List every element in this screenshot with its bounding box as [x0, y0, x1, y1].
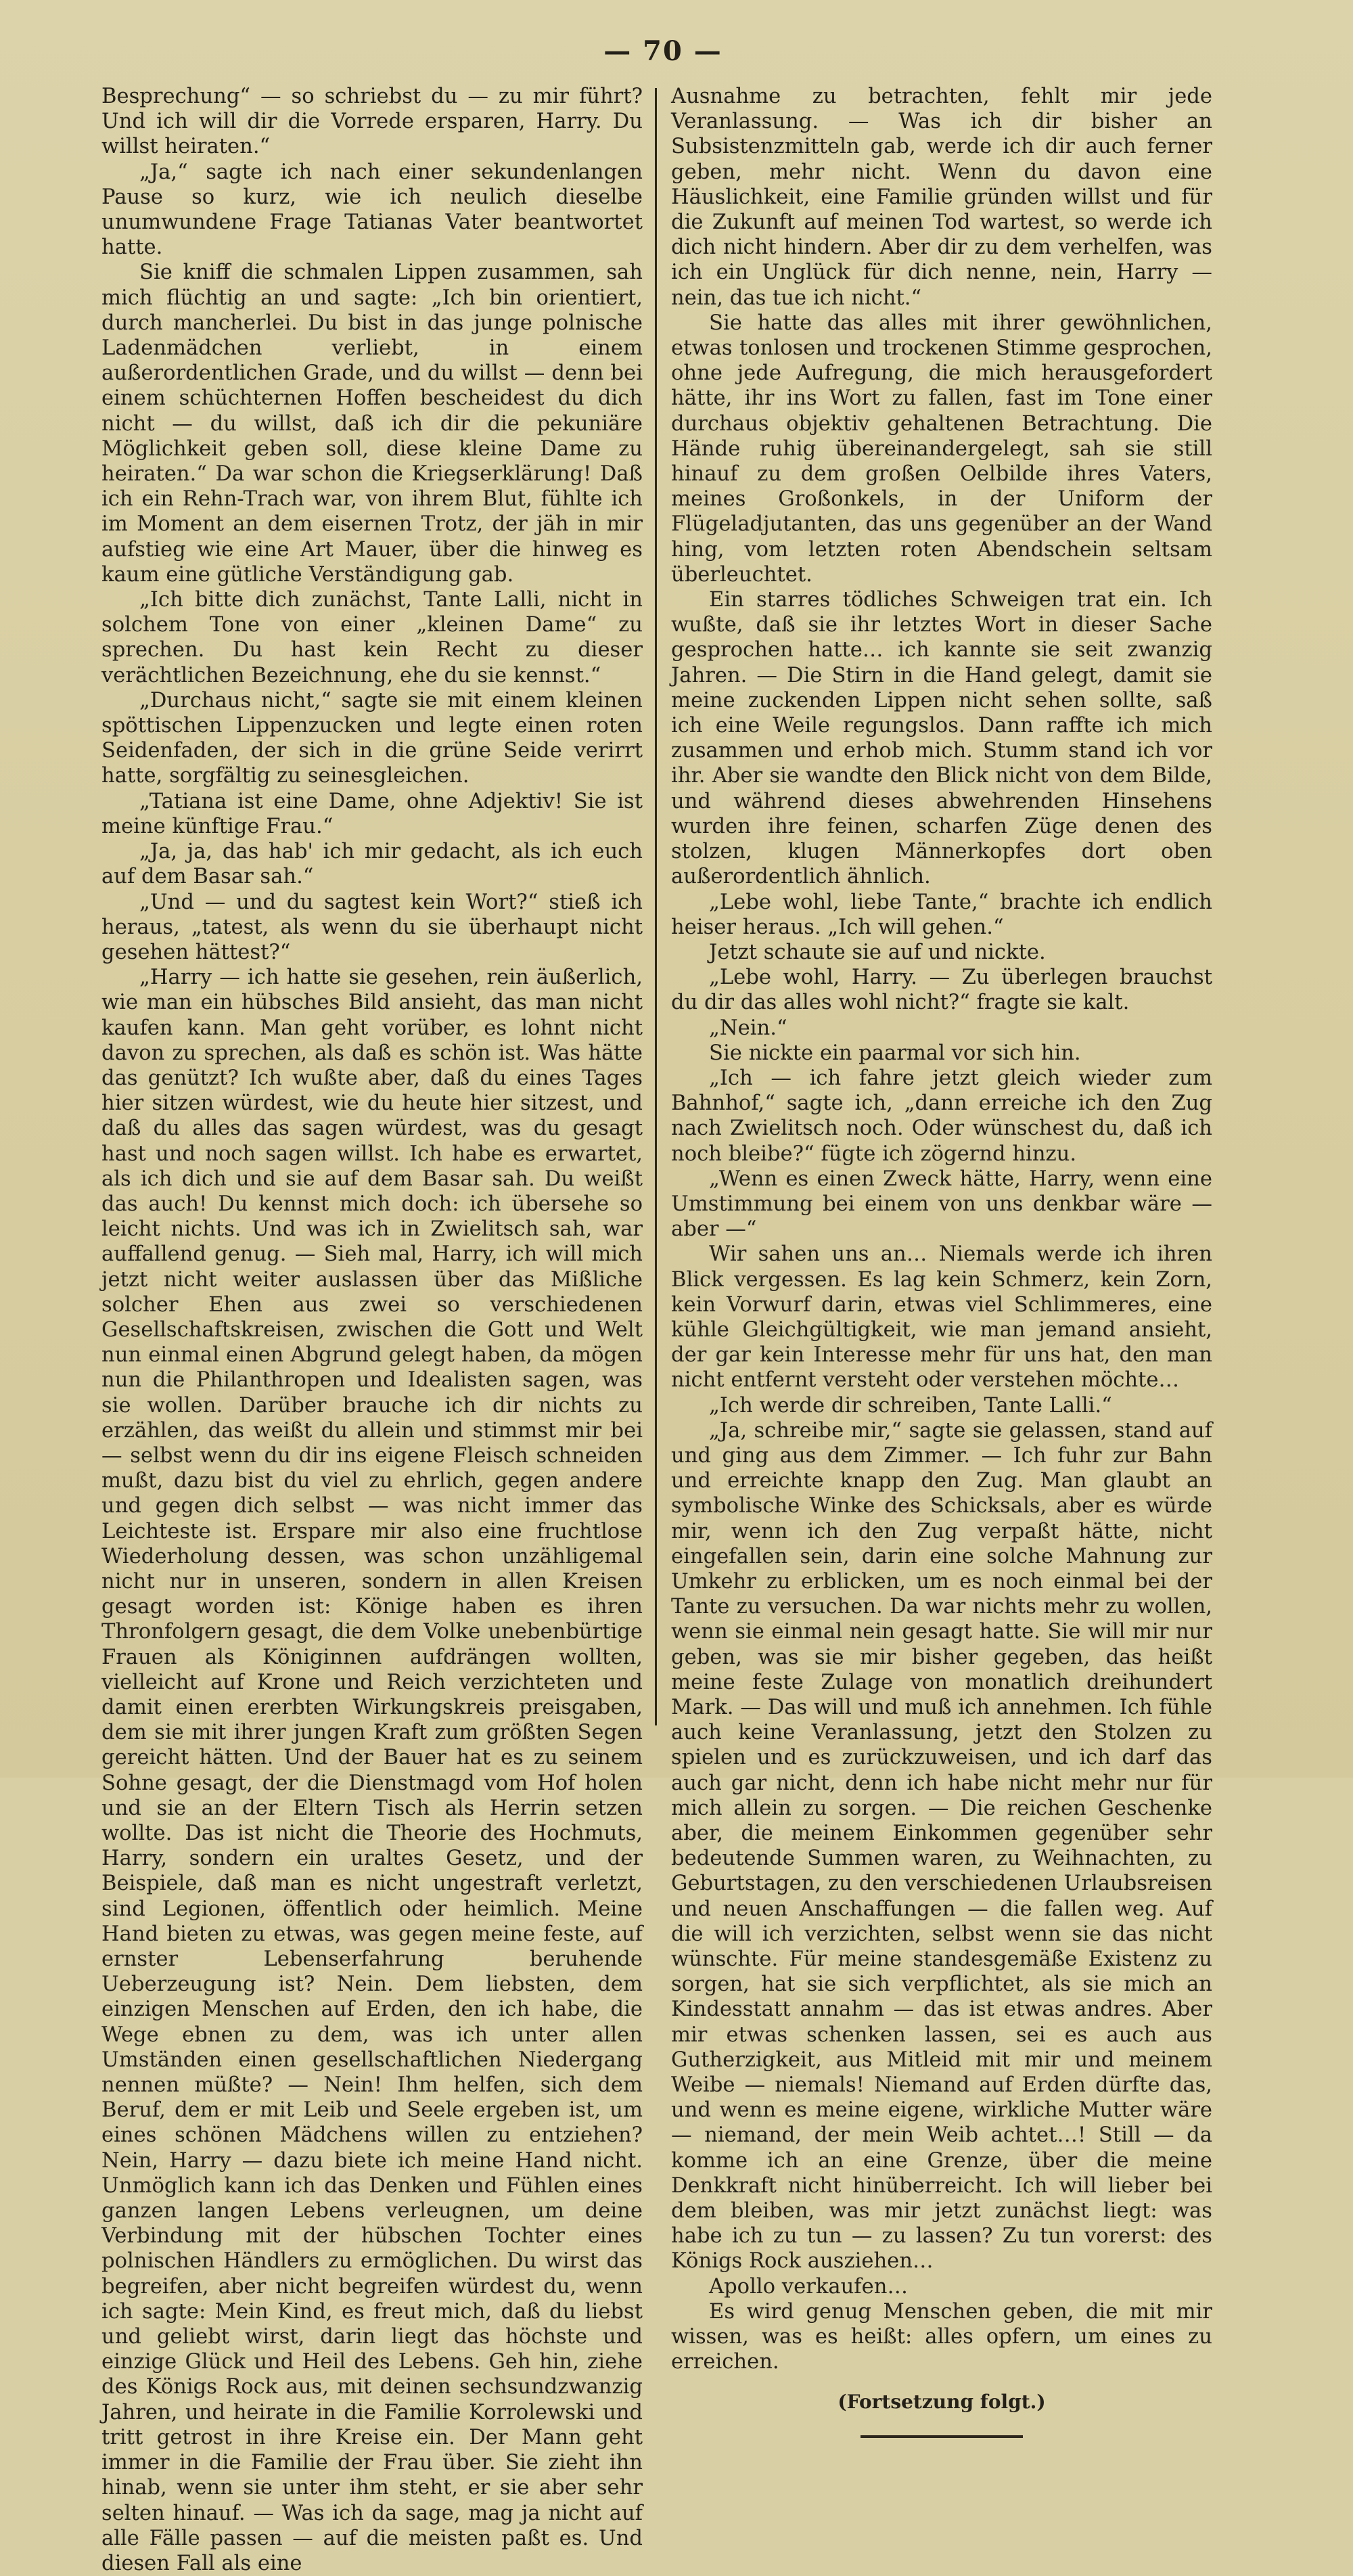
paragraph: Es wird genug Menschen geben, die mit mir wissen, was es heißt: alles opfern, um eines zu erreichen.: [671, 2299, 1212, 2374]
paragraph: Ausnahme zu betrachten, fehlt mir jede Veranlassung. — Was ich dir bisher an Subsistenzmitteln gab, werde ich dir auch ferner geben, mehr nicht. Wenn du davon eine Häuslichkeit, eine Familie gründen willst und für die Zukunft auf meinen Tod wartest, so werde ich dich nicht hindern. Aber dir zu dem verhelfen, was ich ein Unglück für dich nenne, nein, Harry — nein, das tue ich nicht.“: [671, 85, 1212, 310]
paragraph: „Nein.“: [709, 1016, 787, 1040]
paragraph: Besprechung“ — so schriebst du — zu mir führt? Und ich will dir die Vorrede ersparen, Harry. Du willst heiraten.“: [101, 85, 643, 159]
continuation-note: (Fortsetzung folgt.): [838, 2391, 1046, 2414]
paragraph: Jetzt schaute sie auf und nickte.: [709, 940, 1046, 964]
paragraph: Sie nickte ein paarmal vor sich hin.: [709, 1041, 1081, 1065]
paragraph: „Durchaus nicht,“ sagte sie mit einem kleinen spöttischen Lippenzucken und legte einen roten Seidenfaden, der sich in die grüne Seide verirrt hatte, sorgfältig zu seinesgleichen.: [101, 688, 643, 788]
paragraph: „Ich werde dir schreiben, Tante Lalli.“: [709, 1393, 1112, 1418]
left-column: [101, 84, 643, 2576]
paragraph: „Ich bitte dich zunächst, Tante Lalli, nicht in solchem Tone von einer „kleinen Dame“ zu sprechen. Du hast kein Recht zu dieser verächtlichen Bezeichnung, ehe du sie kennst.“: [101, 588, 643, 687]
page-number: — 70 —: [603, 35, 723, 67]
paragraph: „Lebe wohl, Harry. — Zu überlegen brauchst du dir das alles wohl nicht?“ fragte sie kalt.: [671, 966, 1212, 1015]
paragraph: „Wenn es einen Zweck hätte, Harry, wenn eine Umstimmung bei einem von uns denkbar wäre — aber —“: [671, 1167, 1212, 1242]
column-divider: [655, 88, 657, 1725]
paragraph: „Ich — ich fahre jetzt gleich wieder zum Bahnhof,“ sagte ich, „dann erreiche ich den Zug nach Zwielitsch noch. Oder wünschest du, daß ich noch bleibe?“ fügte ich zögernd hinzu.: [671, 1066, 1212, 1166]
paragraph: „Lebe wohl, liebe Tante,“ brachte ich endlich heiser heraus. „Ich will gehen.“: [671, 890, 1212, 939]
paragraph: „Ja,“ sagte ich nach einer sekundenlangen Pause so kurz, wie ich neulich dieselbe unumwundene Frage Tatianas Vater beantwortet hatte.: [101, 160, 643, 260]
paragraph: Wir sahen uns an… Niemals werde ich ihren Blick vergessen. Es lag kein Schmerz, kein Zorn, kein Vorwurf darin, etwas viel Schlimmeres, eine kühle Gleichgültigkeit, wie man jemand ansieht, der gar kein Interesse mehr für uns hat, den man nicht entfernt versteht oder verstehen möchte…: [671, 1242, 1212, 1393]
paragraph: Apollo verkaufen…: [709, 2274, 909, 2299]
paragraph: Sie kniff die schmalen Lippen zusammen, sah mich flüchtig an und sagte: „Ich bin orientiert, durch mancherlei. Du bist in das junge polnische Ladenmädchen verliebt, in einem außerordentlichen Grade, und du willst — denn bei einem schüchternen Hoffen bescheidest du dich nicht — du willst, daß ich dir die pekuniäre Möglichkeit geben soll, diese kleine Dame zu heiraten.“ Da war schon die Kriegserklärung! Daß ich ein Rehn-Trach war, von ihrem Blut, fühlte ich im Moment an dem eisernen Trotz, der jäh in mir aufstieg wie eine Art Mauer, über die hinweg es kaum eine gütliche Verständigung gab.: [101, 261, 643, 587]
paragraph: „Tatiana ist eine Dame, ohne Adjektiv! Sie ist meine künftige Frau.“: [101, 789, 643, 838]
paragraph: Sie hatte das alles mit ihrer gewöhnlichen, etwas tonlosen und trockenen Stimme gesprochen, ohne jede Aufregung, die mich herausgefordert hätte, ihr ins Wort zu fallen, fast im Tone einer durchaus objektiv gehaltenen Betrachtung. Die Hände ruhig übereinandergelegt, sah sie still hinauf zu dem großen Oelbilde ihres Vaters, meines Großonkels, in der Uniform der Flügeladjutanten, das uns gegenüber an der Wand hing, vom letzten roten Abendschein seltsam überleuchtet.: [671, 311, 1212, 587]
end-rule: [861, 2435, 1023, 2438]
paragraph: „Und — und du sagtest kein Wort?“ stieß ich heraus, „tatest, als wenn du sie überhaupt nicht gesehen hättest?“: [101, 890, 643, 964]
paragraph: „Ja, ja, das hab' ich mir gedacht, als ich euch auf dem Basar sah.“: [101, 840, 643, 889]
paragraph: „Harry — ich hatte sie gesehen, rein äußerlich, wie man ein hübsches Bild ansieht, das man nicht kaufen kann. Man geht vorüber, es lohnt nicht davon zu sprechen, als daß es schön ist. Was hätte das genützt? Ich wußte aber, daß du eines Tages hier sitzen würdest, wie du heute hier sitzest, und daß du alles das sagen würdest, was du gesagt hast und noch sagen willst. Ich habe es erwartet, als ich dich und sie auf dem Basar sah. Du weißt das auch! Du kennst mich doch: ich übersehe so leicht nichts. Und was ich in Zwielitsch sah, war auffallend genug. — Sieh mal, Harry, ich will mich jetzt nicht weiter auslassen über das Mißliche solcher Ehen aus zwei so verschiedenen Gesellschaftskreisen, zwischen die Gott und Welt nun einmal einen Abgrund gelegt haben, da mögen nun die Philanthropen und Idealisten sagen, was sie wollen. Darüber brauche ich dir nichts zu erzählen, das weißt du allein und stimmst mir bei — selbst wenn du dir ins eigene Fleisch schneiden mußt, dazu bist du viel zu ehrlich, gegen andere und gegen dich selbst — was nicht immer das Leichteste ist. Erspare mir also eine fruchtlose Wiederholung dessen, was schon unzähligemal nicht nur in unseren, sondern in allen Kreisen gesagt worden ist: Könige haben es ihren Thronfolgern gesagt, die dem Volke unebenbürtige Frauen als Königinnen aufdrängen wollten, vielleicht auf Krone und Reich verzichteten und damit einen ererbten Wirkungskreis preisgaben, dem sie mit ihrer jungen Kraft zum größten Segen gereicht hätten. Und der Bauer hat es zu seinem Sohne gesagt, der die Dienstmagd vom Hof holen und sie an der Eltern Tisch als Herrin setzen wollte. Das ist nicht die Theorie des Hochmuts, Harry, sondern ein uraltes Gesetz, und der Beispiele, daß man es nicht ungestraft verletzt, sind Legionen, öffentlich oder heimlich. Meine Hand bieten zu etwas, was gegen meine feste, auf ernster Lebenserfahrung beruhende Ueberzeugung ist? Nein. Dem liebsten, dem einzigen Menschen auf Erden, den ich habe, die Wege ebnen zu dem, was ich unter allen Umständen einen gesellschaftlichen Niedergang nennen müßte? — Nein! Ihm helfen, sich dem Beruf, dem er mit Leib und Seele ergeben ist, um eines schönen Mädchens willen zu entziehen? Nein, Harry — dazu biete ich meine Hand nicht. Unmöglich kann ich das Denken und Fühlen eines ganzen langen Lebens verleugnen, um deine Verbindung mit der hübschen Tochter eines polnischen Händlers zu ermöglichen. Du wirst das begreifen, aber nicht begreifen würdest du, wenn ich sagte: Mein Kind, es freut mich, daß du liebst und geliebt wirst, darin liegt das höchste und einzige Glück und Heil des Lebens. Geh hin, ziehe des Königs Rock aus, mit deinen sechsundzwanzig Jahren, und heirate in die Familie Korrolewski und tritt getrost in ihre Kreise ein. Der Mann geht immer in die Familie der Frau über. Sie zieht ihn hinab, wenn sie unter ihm steht, er sie aber sehr selten hinauf. — Was ich da sage, mag ja nicht auf alle Fälle passen — auf die meisten paßt es. Und diesen Fall als eine: [101, 966, 643, 2575]
paragraph: Ein starres tödliches Schweigen trat ein. Ich wußte, daß sie ihr letztes Wort in dieser Sache gesprochen hatte… ich kannte sie seit zwanzig Jahren. — Die Stirn in die Hand gelegt, damit sie meine zuckenden Lippen nicht sehen sollte, saß ich eine Weile regungslos. Dann raffte ich mich zusammen und erhob mich. Stumm stand ich vor ihr. Aber sie wandte den Blick nicht von dem Bilde, und während dieses abwehrenden Hinsehens wurden ihre feinen, scharfen Züge denen des stolzen, klugen Männerkopfes dort oben außerordentlich ähnlich.: [671, 588, 1212, 889]
right-column: [671, 84, 1212, 2438]
paragraph: „Ja, schreibe mir,“ sagte sie gelassen, stand auf und ging aus dem Zimmer. — Ich fuhr zur Bahn und erreichte knapp den Zug. Man glaubt an symbolische Winke des Schicksals, aber es würde mir, wenn ich den Zug verpaßt hätte, nicht eingefallen sein, darin eine solche Mahnung zur Umkehr zu erblicken, um es noch einmal bei der Tante zu versuchen. Da war nichts mehr zu wollen, wenn sie einmal nein gesagt hatte. Sie will mir nur geben, was sie mir bisher gegeben, das heißt meine feste Zulage von monatlich dreihundert Mark. — Das will und muß ich annehmen. Ich fühle auch keine Veranlassung, jetzt den Stolzen zu spielen und es zurückzuweisen, und ich darf das auch gar nicht, denn ich habe nicht mehr nur für mich allein zu sorgen. — Die reichen Geschenke aber, die meinem Einkommen gegenüber sehr bedeutende Summen waren, zu Weihnachten, zu Geburtstagen, zu den verschiedenen Urlaubsreisen und neuen Anschaffungen — die fallen weg. Auf die will ich verzichten, selbst wenn sie das nicht wünschte. Für meine standesgemäße Existenz zu sorgen, hat sie sich verpflichtet, als sie mich an Kindesstatt annahm — das ist etwas andres. Aber mir etwas schenken lassen, sei es auch aus Gutherzigkeit, aus Mitleid mit mir und meinem Weibe — niemals! Niemand auf Erden dürfte das, und wenn es meine eigene, wirkliche Mutter wäre — niemand, der mein Weib achtet…! Still — da komme ich an eine Grenze, über die meine Denkkraft nicht hinüberreicht. Ich will lieber bei dem bleiben, was mir jetzt zunächst liegt: was habe ich zu tun — zu lassen? Zu tun vorerst: des Königs Rock ausziehen…: [671, 1418, 1212, 2274]
